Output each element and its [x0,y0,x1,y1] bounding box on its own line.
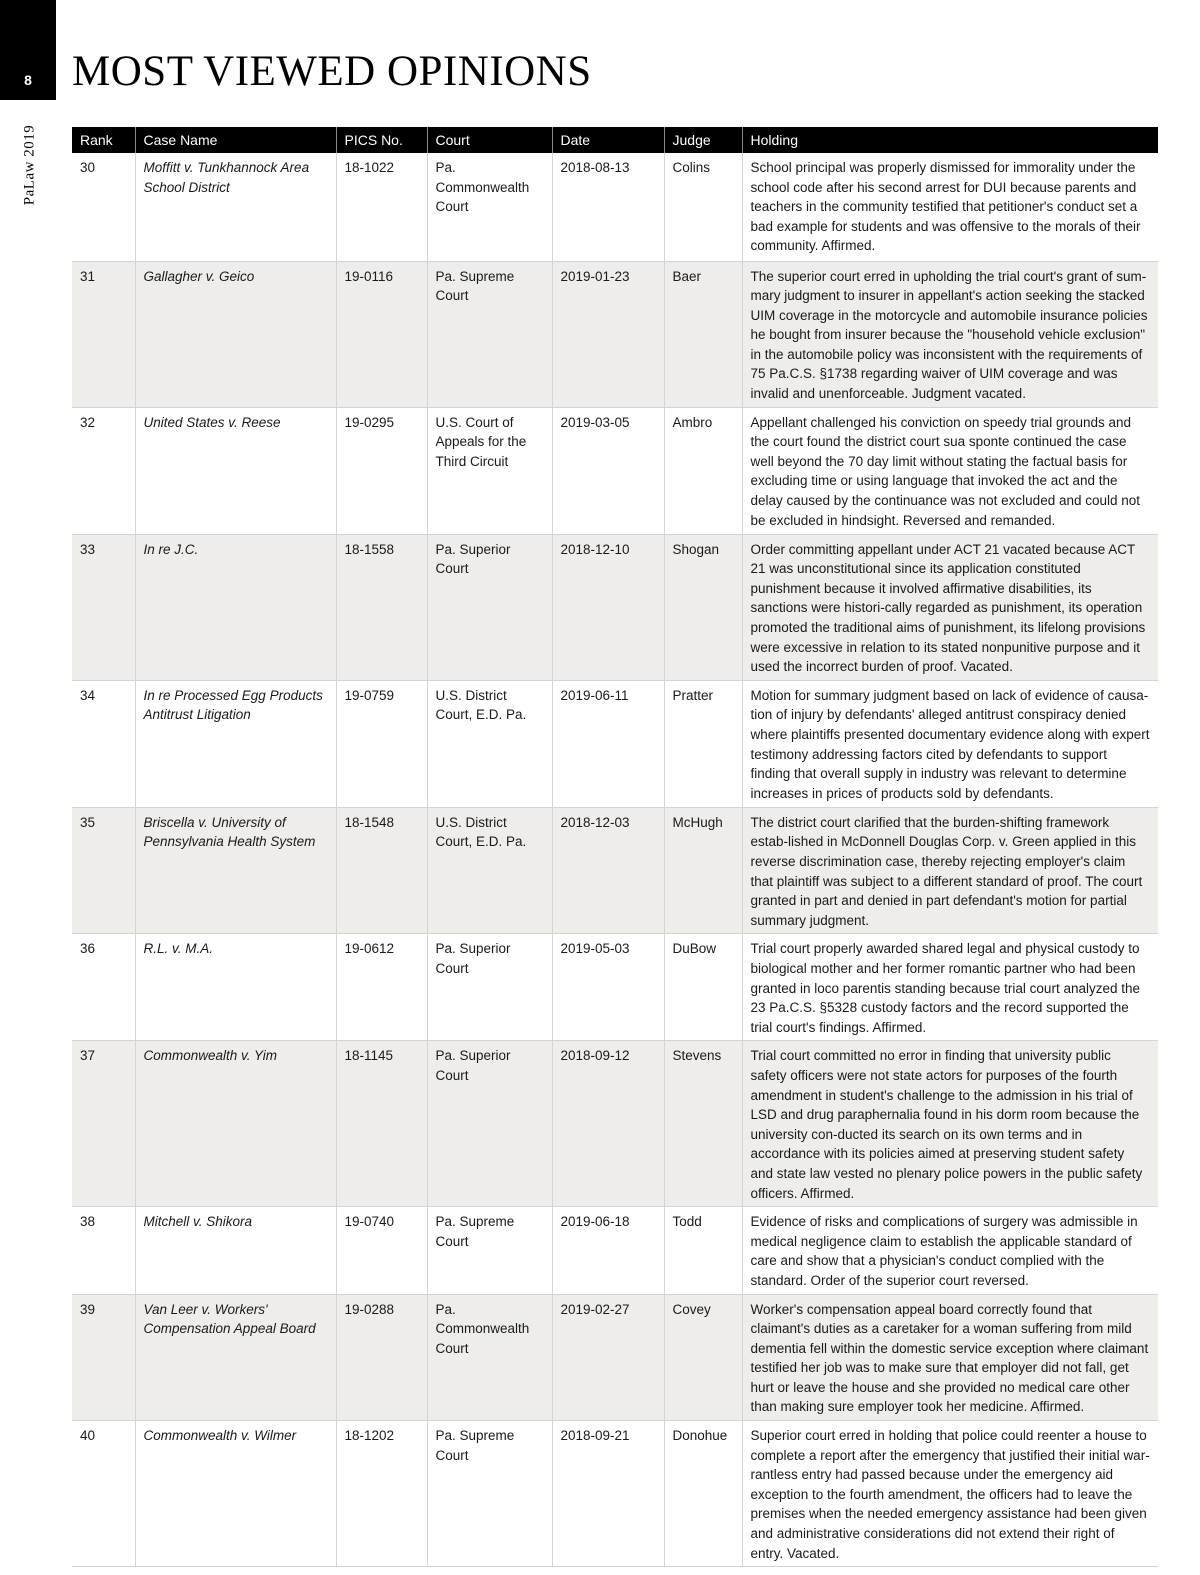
table-row [72,1207,1158,1294]
case-name-cell: R.L. v. M.A. [135,934,336,1041]
date-cell: 2019-05-03 [552,934,664,1041]
holding-cell: School principal was properly dismissed for immorality under the school code after his second arrest for DUI because parents and teachers in the community testified that petitioner's conduct set a bad example for students and was offensive to the morals of their community. Affirmed. [742,153,1158,261]
court-cell: Pa. Supreme Court [427,1207,552,1294]
date-cell: 2018-09-21 [552,1421,664,1567]
date-cell: 2018-12-03 [552,807,664,934]
court-cell: Pa. Commonwealth Court [427,153,552,261]
table-row [72,407,1158,534]
table-row [72,153,1158,261]
case-name-cell: United States v. Reese [135,407,336,534]
holding-cell: The superior court erred in upholding the trial court's grant of sum-mary judgment to insurer in appellant's action seeking the stacked UIM coverage in the motorcycle and automobile insurance policies he bought from insurer because the "household vehicle exclusion" in the automobile policy was inconsistent with the requirements of 75 Pa.C.S. §1738 regarding waiver of UIM coverage and was invalid and unenforceable. Judgment vacated. [742,261,1158,407]
pics-no-cell: 18-1548 [336,807,427,934]
case-name-cell: In re J.C. [135,534,336,680]
pics-no-cell: 19-0295 [336,407,427,534]
court-cell: Pa. Superior Court [427,534,552,680]
table-row [72,1041,1158,1207]
judge-cell: Baer [664,261,742,407]
pics-no-cell: 18-1558 [336,534,427,680]
opinions-table [72,127,1158,1567]
date-cell: 2019-03-05 [552,407,664,534]
date-cell: 2018-12-10 [552,534,664,680]
court-cell: Pa. Superior Court [427,1041,552,1207]
judge-cell: Ambro [664,407,742,534]
holding-cell: Superior court erred in holding that police could reenter a house to complete a report after the emergency that justified their initial war-rantless entry had passed because under the emergency aid exception to the fourth amendment, the officers had to leave the premises when the needed emergency assistance had been given and administrative considerations did not extend their right of entry. Vacated. [742,1421,1158,1567]
rank-cell: 35 [72,807,135,934]
table-row [72,807,1158,934]
pics-no-cell: 19-0288 [336,1294,427,1421]
column-header-date: Date [552,127,664,153]
pics-no-cell: 19-0612 [336,934,427,1041]
pics-no-cell: 18-1202 [336,1421,427,1567]
table-row [72,534,1158,680]
column-header-holding: Holding [742,127,1158,153]
page-title: MOST VIEWED OPINIONS [72,48,592,95]
holding-cell: Order committing appellant under ACT 21 vacated because ACT 21 was unconstitutional since its application constituted punishment because it involved affirmative disabilities, its sanctions were histori-cally regarded as punishment, its operation promoted the traditional aims of punishment, its lifelong provisions were excessive in relation to its stated nonpunitive purpose and it used the incorrect burden of proof. Vacated. [742,534,1158,680]
opinions-table-container [72,127,1158,1567]
holding-cell: Evidence of risks and complications of surgery was admissible in medical negligence claim to establish the applicable standard of care and show that a physician's conduct complied with the standard. Order of the superior court reversed. [742,1207,1158,1294]
column-header-rank: Rank [72,127,135,153]
pics-no-cell: 19-0759 [336,680,427,807]
judge-cell: DuBow [664,934,742,1041]
holding-cell: Motion for summary judgment based on lack of evidence of causa-tion of injury by defendants' alleged antitrust conspiracy denied where plaintiffs presented documentary evidence along with expert testimony addressing factors cited by defendants to support finding that overall supply in industry was relevant to determine increases in prices of products sold by defendants. [742,680,1158,807]
rank-cell: 40 [72,1421,135,1567]
holding-cell: The district court clarified that the burden-shifting framework estab-lished in McDonnell Douglas Corp. v. Green applied in this reverse discrimination case, thereby rejecting employer's claim that plaintiff was subject to a different standard of proof. The court granted in part and denied in part defendant's motion for partial summary judgment. [742,807,1158,934]
case-name-cell: Commonwealth v. Wilmer [135,1421,336,1567]
case-name-cell: In re Processed Egg Products Antitrust Litigation [135,680,336,807]
judge-cell: Pratter [664,680,742,807]
table-row [72,1294,1158,1421]
judge-cell: Shogan [664,534,742,680]
judge-cell: Donohue [664,1421,742,1567]
judge-cell: Covey [664,1294,742,1421]
column-header-case-name: Case Name [135,127,336,153]
table-row [72,1421,1158,1567]
holding-cell: Appellant challenged his conviction on speedy trial grounds and the court found the district court sua sponte continued the case well beyond the 70 day limit without stating the factual basis for excluding time or using language that invoked the act and the delay caused by the continuance was not excluded and could not be excluded in hindsight. Reversed and remanded. [742,407,1158,534]
case-name-cell: Briscella v. University of Pennsylvania Health System [135,807,336,934]
judge-cell: Colins [664,153,742,261]
date-cell: 2018-08-13 [552,153,664,261]
rank-cell: 39 [72,1294,135,1421]
judge-cell: McHugh [664,807,742,934]
pics-no-cell: 19-0116 [336,261,427,407]
page-number: 8 [24,72,32,88]
publication-label: PaLaw 2019 [21,124,38,206]
court-cell: U.S. District Court, E.D. Pa. [427,680,552,807]
court-cell: U.S. District Court, E.D. Pa. [427,807,552,934]
case-name-cell: Commonwealth v. Yim [135,1041,336,1207]
column-header-court: Court [427,127,552,153]
court-cell: Pa. Commonwealth Court [427,1294,552,1421]
pics-no-cell: 18-1022 [336,153,427,261]
table-row [72,934,1158,1041]
rank-cell: 30 [72,153,135,261]
rank-cell: 38 [72,1207,135,1294]
column-header-pics-no: PICS No. [336,127,427,153]
table-row [72,680,1158,807]
case-name-cell: Van Leer v. Workers' Compensation Appeal Board [135,1294,336,1421]
case-name-cell: Mitchell v. Shikora [135,1207,336,1294]
date-cell: 2019-01-23 [552,261,664,407]
date-cell: 2018-09-12 [552,1041,664,1207]
court-cell: Pa. Supreme Court [427,261,552,407]
holding-cell: Worker's compensation appeal board correctly found that claimant's duties as a caretaker for a woman suffering from mild dementia fell within the domestic service exception where claimant testified her job was to make sure that employer did not fall, get hurt or leave the house and she provided no medical care other than making sure employer took her medicine. Affirmed. [742,1294,1158,1421]
table-row [72,261,1158,407]
rank-cell: 37 [72,1041,135,1207]
court-cell: U.S. Court of Appeals for the Third Circuit [427,407,552,534]
pics-no-cell: 18-1145 [336,1041,427,1207]
judge-cell: Stevens [664,1041,742,1207]
case-name-cell: Moffitt v. Tunkhannock Area School District [135,153,336,261]
holding-cell: Trial court properly awarded shared legal and physical custody to biological mother and her former romantic partner who had been granted in loco parentis standing because trial court analyzed the 23 Pa.C.S. §5328 custody factors and the record supported the trial court's findings. Affirmed. [742,934,1158,1041]
rank-cell: 36 [72,934,135,1041]
judge-cell: Todd [664,1207,742,1294]
holding-cell: Trial court committed no error in finding that university public safety officers were not state actors for purposes of the fourth amendment in student's challenge to the admission in his trial of LSD and drug paraphernalia found in his dorm room because the university con-ducted its search on its own terms and in accordance with its policies aimed at preserving student safety and state law vested no plenary police powers in the public safety officers. Affirmed. [742,1041,1158,1207]
rank-cell: 34 [72,680,135,807]
rank-cell: 31 [72,261,135,407]
court-cell: Pa. Supreme Court [427,1421,552,1567]
date-cell: 2019-06-18 [552,1207,664,1294]
page-number-tab [0,0,56,100]
court-cell: Pa. Superior Court [427,934,552,1041]
column-header-judge: Judge [664,127,742,153]
date-cell: 2019-06-11 [552,680,664,807]
case-name-cell: Gallagher v. Geico [135,261,336,407]
pics-no-cell: 19-0740 [336,1207,427,1294]
table-header-row [72,127,1158,153]
date-cell: 2019-02-27 [552,1294,664,1421]
rank-cell: 32 [72,407,135,534]
rank-cell: 33 [72,534,135,680]
